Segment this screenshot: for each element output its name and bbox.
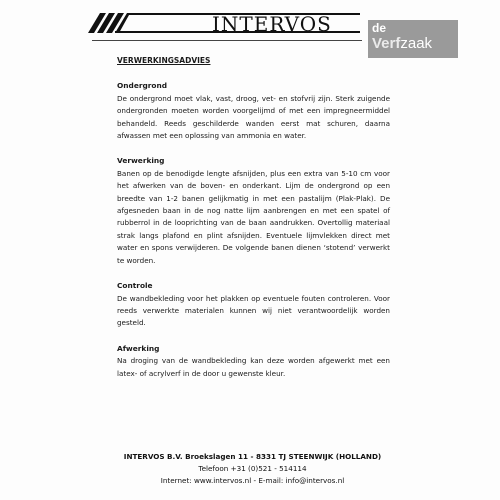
section-title: Ondergrond [117, 81, 168, 91]
verfzaak-logo [368, 20, 458, 58]
section-title: Verwerking [117, 156, 165, 166]
section-controle [117, 280, 390, 330]
intervos-logo [88, 12, 360, 34]
document-title: VERWERKINGSADVIES [117, 56, 211, 65]
company-footer [120, 451, 385, 486]
footer-phone: Telefoon +31 (0)521 - 514114 [198, 463, 307, 473]
section-verwerking [117, 155, 390, 267]
logo-text-de: de [372, 21, 387, 35]
section-ondergrond [117, 80, 390, 142]
brand-name: INTERVOS [212, 12, 332, 36]
section-title: Controle [117, 281, 153, 291]
section-afwerking [117, 343, 390, 380]
logo-text-verfzaak: Verfzaak [372, 35, 433, 52]
section-text: Banen op de benodigde lengte afsnijden, plus een extra van 5-10 cm voor het afwerken van de boven- en onderkant. Lijm de ondergrond op een breedte van 1-2 banen gelijkmatig in met een pastalijm (Plak-Plak). De afgesneden baan in de nog natte lijm aanbrengen en met een spatel of rubberrol in de looprichting van de baan aandrukken. Overtollig materiaal strak langs plafond en plint afsnijden. Eventuele lijmvlekken direct met water en spons verwijderen. De volgende banen dienen ‘stotend’ verwerkt te worden. [117, 168, 390, 265]
document-body [117, 55, 390, 380]
section-text: De ondergrond moet vlak, vast, droog, vet- en stofvrij zijn. Sterk zuigende ondergronden moeten worden voorgelijmd of met een impregneermiddel behandeld. Reeds geschilderde wanden eerst mat schuren, daarna afwassen met een oplossing van ammonia en water. [117, 93, 390, 141]
header-divider [92, 40, 362, 41]
footer-contact: Internet: www.intervos.nl - E-mail: info@intervos.nl [160, 475, 345, 485]
section-title: Afwerking [117, 343, 160, 353]
section-text: Na droging van de wandbekleding kan deze worden afgewerkt met een latex- of acrylverf in de door u gewenste kleur. [117, 356, 390, 378]
section-text: De wandbekleding voor het plakken op eventuele fouten controleren. Voor reeds verwerkte materialen kunnen wij niet verantwoordelijk worden gesteld. [117, 293, 390, 328]
footer-address: INTERVOS B.V. Broekslagen 11 - 8331 TJ STEENWIJK (HOLLAND) [123, 452, 382, 461]
